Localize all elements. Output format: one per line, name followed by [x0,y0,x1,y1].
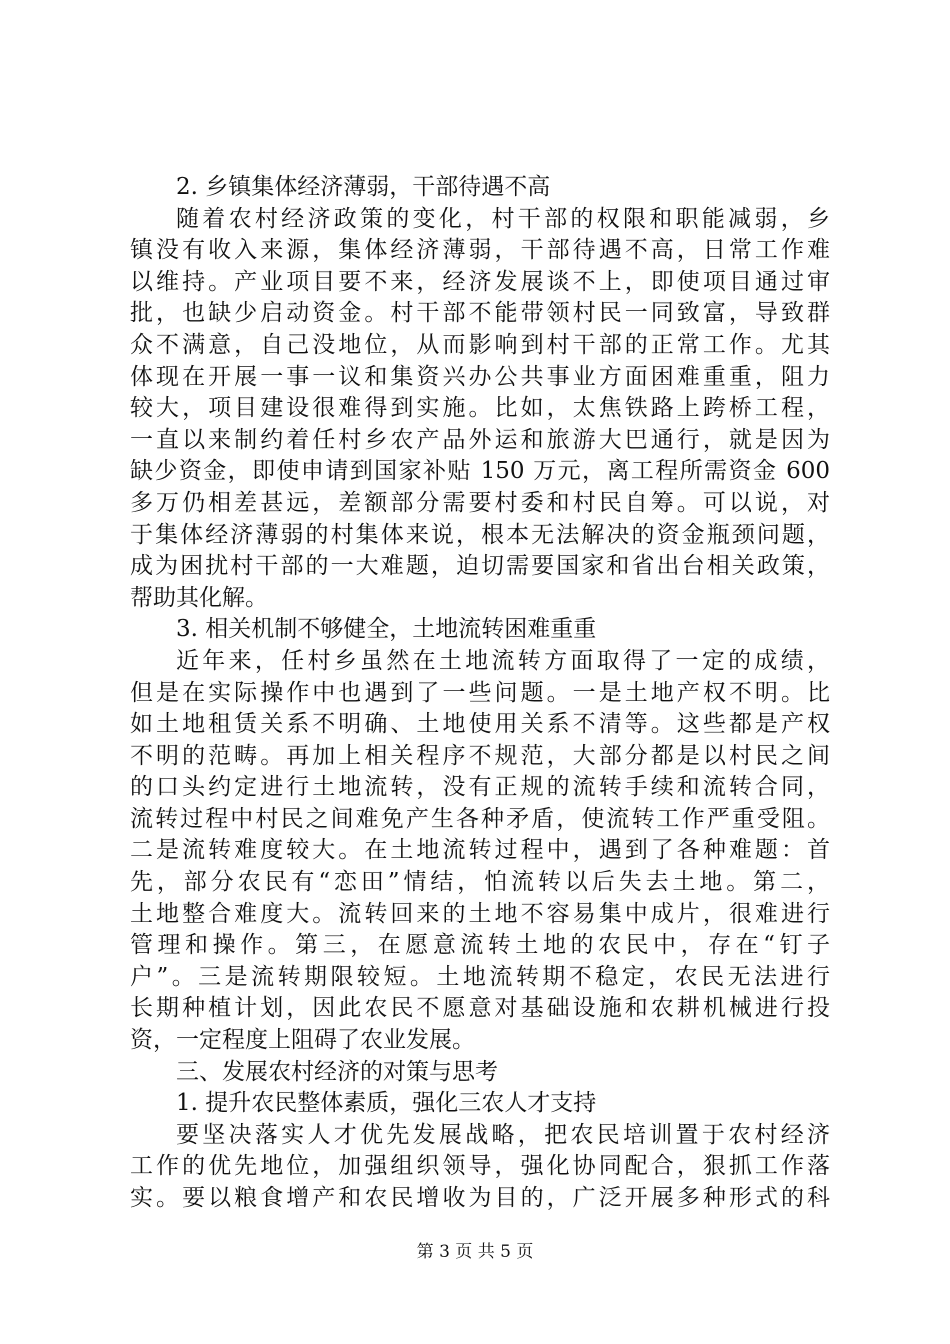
paragraph-line: 流转过程中村民之间难免产生各种矛盾，使流转工作严重受阻。 [130,805,830,832]
paragraph-line: 土地整合难度大。流转回来的土地不容易集中成片，很难进行 [130,900,830,927]
paragraph-line: 帮助其化解。 [130,584,268,611]
paragraph-line: 资，一定程度上阻碍了农业发展。 [130,1027,475,1054]
paragraph-line: 长期种植计划，因此农民不愿意对基础设施和农耕机械进行投 [130,995,830,1022]
document-body [130,172,830,1215]
paragraph-line: 缺少资金，即使申请到国家补贴 150 万元，离工程所需资金 600 [130,458,830,485]
paragraph-line: 多万仍相差甚远，差额部分需要村委和村民自筹。可以说，对 [130,489,830,516]
paragraph-line: 管理和操作。第三，在愿意流转土地的农民中，存在“钉子 [130,932,830,959]
paragraph-line: 实。要以粮食增产和农民增收为目的，广泛开展多种形式的科 [130,1185,830,1211]
paragraph-line: 体现在开展一事一议和集资兴办公共事业方面困难重重，阻力 [130,363,830,390]
paragraph-line: 一直以来制约着任村乡农产品外运和旅游大巴通行，就是因为 [130,426,830,453]
section-heading: 3. 相关机制不够健全，土地流转困难重重 [176,616,597,643]
paragraph-line: 工作的优先地位，加强组织领导，强化协同配合，狠抓工作落 [130,1153,830,1180]
paragraph-line: 不明的范畴。再加上相关程序不规范，大部分都是以村民之间 [130,742,830,769]
paragraph-line: 二是流转难度较大。在土地流转过程中，遇到了各种难题：首 [130,837,830,864]
section-heading: 三、发展农村经济的对策与思考 [176,1058,498,1085]
section-heading: 1. 提升农民整体素质，强化三农人才支持 [176,1090,597,1117]
paragraph-line: 先，部分农民有“恋田”情结，怕流转以后失去土地。第二， [130,869,830,896]
paragraph-line: 随着农村经济政策的变化，村干部的权限和职能减弱，乡 [176,205,830,232]
paragraph-line: 以维持。产业项目要不来，经济发展谈不上，即使项目通过审 [130,268,830,295]
paragraph-line: 户”。三是流转期限较短。土地流转期不稳定，农民无法进行 [130,963,830,990]
paragraph-line: 的口头约定进行土地流转，没有正规的流转手续和流转合同， [130,774,830,801]
paragraph-line: 要坚决落实人才优先发展战略，把农民培训置于农村经济 [176,1121,830,1148]
section-heading: 2. 乡镇集体经济薄弱，干部待遇不高 [176,174,551,200]
paragraph-line: 成为困扰村干部的一大难题，迫切需要国家和省出台相关政策， [130,553,830,580]
paragraph-line: 较大，项目建设很难得到实施。比如，太焦铁路上跨桥工程， [130,395,830,422]
paragraph-line: 近年来，任村乡虽然在土地流转方面取得了一定的成绩， [176,647,830,674]
paragraph-line: 镇没有收入来源，集体经济薄弱，干部待遇不高，日常工作难 [130,237,830,264]
paragraph-line: 众不满意，自己没地位，从而影响到村干部的正常工作。尤其 [130,331,830,358]
paragraph-line: 批，也缺少启动资金。村干部不能带领村民一同致富，导致群 [130,300,830,327]
paragraph-line: 于集体经济薄弱的村集体来说，根本无法解决的资金瓶颈问题， [130,521,830,548]
page-footer: 第 3 页 共 5 页 [416,1242,534,1262]
paragraph-line: 但是在实际操作中也遇到了一些问题。一是土地产权不明。比 [130,679,830,706]
paragraph-line: 如土地租赁关系不明确、土地使用关系不清等。这些都是产权 [130,711,830,738]
